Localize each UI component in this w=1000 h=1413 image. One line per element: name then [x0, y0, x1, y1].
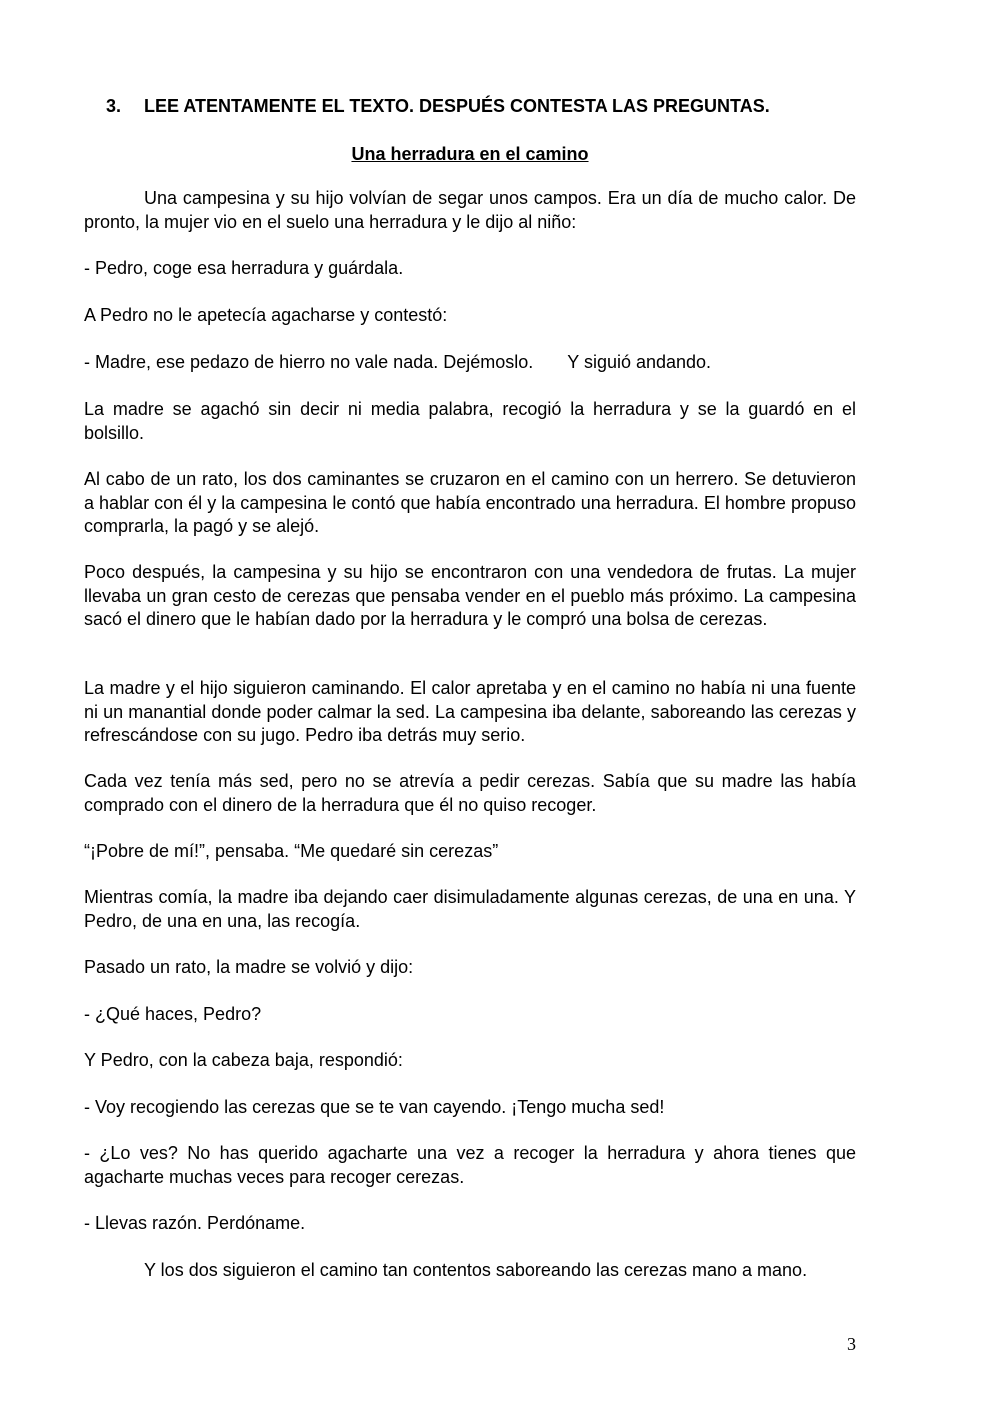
narration-line: Y siguió andando.: [567, 352, 712, 372]
document-page: [84, 0, 856, 1413]
story-paragraph: A Pedro no le apetecía agacharse y contestó:: [84, 305, 448, 325]
story-paragraph: Una campesina y su hijo volvían de segar unos campos. Era un día de mucho calor. De pronto, la mujer vio en el suelo una herradura y le dijo al niño:: [84, 188, 856, 232]
story-paragraph: Mientras comía, la madre iba dejando caer disimuladamente algunas cerezas, de una en una. Y Pedro, de una en una, las recogía.: [84, 887, 856, 931]
story-paragraph: Poco después, la campesina y su hijo se encontraron con una vendedora de frutas. La mujer llevaba un gran cesto de cerezas que pensaba vender en el pueblo más próximo. La campesina sacó el dinero que le habían dado por la herradura y le compró una bolsa de cerezas.: [84, 562, 856, 629]
dialogue-line: - Madre, ese pedazo de hierro no vale nada. Dejémoslo.: [84, 352, 534, 372]
exercise-instruction: LEE ATENTAMENTE EL TEXTO. DESPUÉS CONTESTA LAS PREGUNTAS.: [144, 96, 770, 116]
story-paragraph: “¡Pobre de mí!”, pensaba. “Me quedaré sin cerezas”: [84, 841, 499, 861]
story-paragraph: Cada vez tenía más sed, pero no se atrevía a pedir cerezas. Sabía que su madre las había comprado con el dinero de la herradura que él no quiso recoger.: [84, 771, 856, 815]
exercise-heading: [106, 96, 866, 117]
story-paragraph: Pasado un rato, la madre se volvió y dijo:: [84, 957, 414, 977]
story-paragraph: La madre y el hijo siguieron caminando. El calor apretaba y en el camino no había ni una fuente ni un manantial donde poder calmar la sed. La campesina iba delante, saboreando las cerezas y refrescándose con su jugo. Pedro iba detrás muy serio.: [84, 678, 856, 745]
story-paragraph-dialogue: [84, 351, 856, 375]
story-paragraph: Y Pedro, con la cabeza baja, respondió:: [84, 1050, 403, 1070]
story-title: Una herradura en el camino: [351, 144, 589, 164]
story-paragraph: - Voy recogiendo las cerezas que se te van cayendo. ¡Tengo mucha sed!: [84, 1097, 665, 1117]
exercise-number: 3.: [106, 96, 122, 116]
story-paragraph: - Llevas razón. Perdóname.: [84, 1213, 306, 1233]
story-paragraph: - ¿Qué haces, Pedro?: [84, 1004, 262, 1024]
story-paragraph: La madre se agachó sin decir ni media palabra, recogió la herradura y se la guardó en el bolsillo.: [84, 399, 856, 443]
story-paragraph: - ¿Lo ves? No has querido agacharte una vez a recoger la herradura y ahora tienes que agacharte muchas veces para recoger cerezas.: [84, 1143, 856, 1187]
story-paragraph: Al cabo de un rato, los dos caminantes se cruzaron en el camino con un herrero. Se detuvieron a hablar con él y la campesina le contó que había encontrado una herradura. El hombre propuso comprarla, la pagó y se alejó.: [84, 469, 856, 536]
page-number: 3: [847, 1334, 856, 1354]
story-paragraph: - Pedro, coge esa herradura y guárdala.: [84, 258, 404, 278]
story-paragraph: Y los dos siguieron el camino tan contentos saboreando las cerezas mano a mano.: [144, 1260, 808, 1280]
